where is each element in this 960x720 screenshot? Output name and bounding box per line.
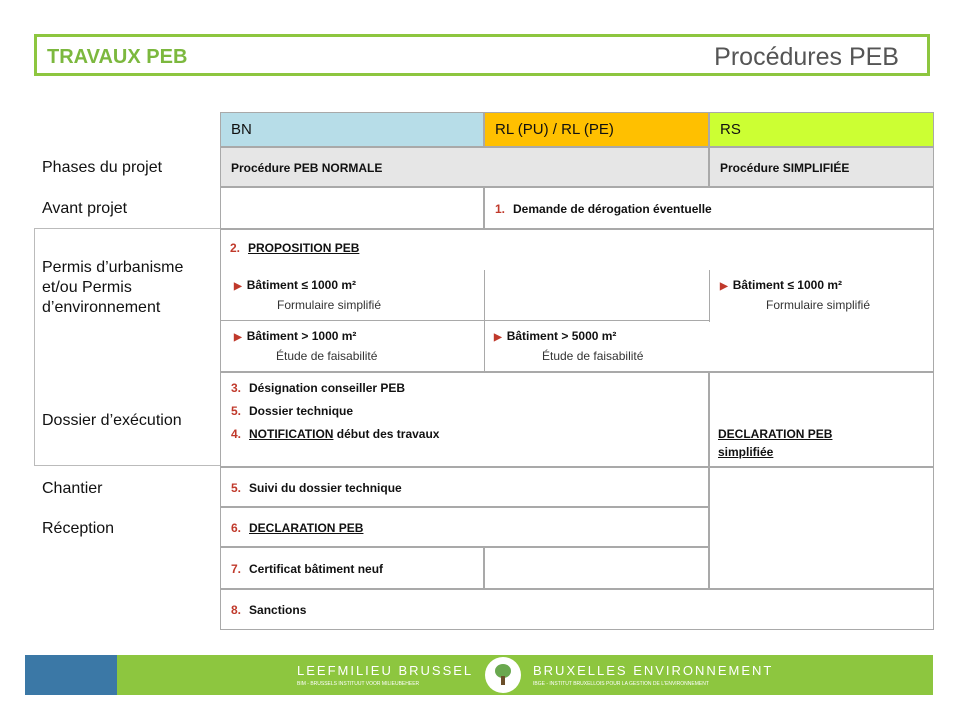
simplifiee-empty-cell (709, 467, 934, 589)
page-title: Procédures PEB (714, 43, 899, 71)
triangle-right-icon: ▶ (234, 332, 242, 343)
footer-brand-nl: LEEFMILIEU BRUSSEL (297, 663, 474, 678)
triangle-right-icon: ▶ (494, 332, 502, 343)
batiment-rl-large: ▶ Bâtiment > 5000 m² (494, 329, 617, 343)
divider (220, 320, 709, 321)
footer-blue-block (25, 655, 117, 695)
procedure-simplifiee-cell (709, 147, 934, 187)
avant-projet-step-cell (484, 187, 934, 229)
procedure-simplifiee-label: Procédure SIMPLIFIÉE (720, 161, 850, 175)
step-4: 4. NOTIFICATION début des travaux (231, 427, 440, 441)
row-label-dossier: Dossier d’exécution (42, 412, 182, 429)
declaration-simplifiee-line1: DECLARATION PEB (718, 427, 833, 441)
certificat-rl-cell (484, 547, 709, 589)
footer-sub-nl: BIM - BRUSSELS INSTITUUT VOOR MILIEUBEHEER (297, 681, 420, 687)
step-5-suivi: 5. Suivi du dossier technique (231, 481, 402, 495)
procedure-normale-label: Procédure PEB NORMALE (231, 161, 383, 175)
batiment-bn-small-sub: Formulaire simplifié (277, 298, 382, 312)
row-label-avant-projet: Avant projet (42, 200, 128, 217)
row-label-reception: Réception (42, 520, 115, 537)
tree-logo-icon (485, 657, 521, 693)
footer-sub-fr: IBGE - INSTITUT BRUXELLOIS POUR LA GESTION DE L'ENVIRONNEMENT (533, 681, 709, 687)
title-bar (34, 34, 930, 76)
step-7: 7. Certificat bâtiment neuf (231, 562, 384, 576)
chantier-cell (220, 467, 709, 507)
reception-cell (220, 507, 709, 547)
dossier-normale-cell (220, 372, 709, 467)
declaration-simplifiee-line2: simplifiée (718, 445, 774, 459)
sanctions-cell (220, 589, 934, 630)
batiment-bn-large-sub: Étude de faisabilité (276, 349, 378, 363)
step-6: 6. DECLARATION PEB (231, 521, 364, 535)
step-1: 1. Demande de dérogation éventuelle (495, 202, 712, 216)
footer-banner (25, 655, 933, 695)
column-header-rs: RS (709, 112, 934, 147)
triangle-right-icon: ▶ (720, 281, 728, 292)
step-3: 3. Désignation conseiller PEB (231, 381, 406, 395)
section-title: TRAVAUX PEB (47, 46, 188, 68)
triangle-right-icon: ▶ (234, 281, 242, 292)
divider (709, 270, 710, 322)
batiment-bn-small: ▶ Bâtiment ≤ 1000 m² (234, 278, 356, 292)
row-label-chantier: Chantier (42, 480, 103, 497)
certificat-cell (220, 547, 484, 589)
batiment-bn-large: ▶ Bâtiment > 1000 m² (234, 329, 357, 343)
step-8: 8. Sanctions (231, 603, 307, 617)
batiment-rs-small-sub: Formulaire simplifié (766, 298, 871, 312)
dossier-simplifiee-cell (709, 372, 934, 467)
avant-projet-bn-cell (220, 187, 484, 229)
row-label-phases: Phases du projet (42, 159, 163, 176)
batiment-rs-small: ▶ Bâtiment ≤ 1000 m² (720, 278, 842, 292)
step-2: 2. PROPOSITION PEB (230, 241, 360, 255)
column-header-bn: BN (220, 112, 484, 147)
procedure-normale-cell (220, 147, 709, 187)
row-label-permis: Permis d’urbanisme et/ou Permis d’environnement (42, 259, 184, 316)
divider (484, 270, 485, 372)
footer-brand-fr: BRUXELLES ENVIRONNEMENT (533, 663, 774, 678)
column-header-rl: RL (PU) / RL (PE) (484, 112, 709, 147)
batiment-rl-large-sub: Étude de faisabilité (542, 349, 644, 363)
step-5-dossier: 5. Dossier technique (231, 404, 354, 418)
